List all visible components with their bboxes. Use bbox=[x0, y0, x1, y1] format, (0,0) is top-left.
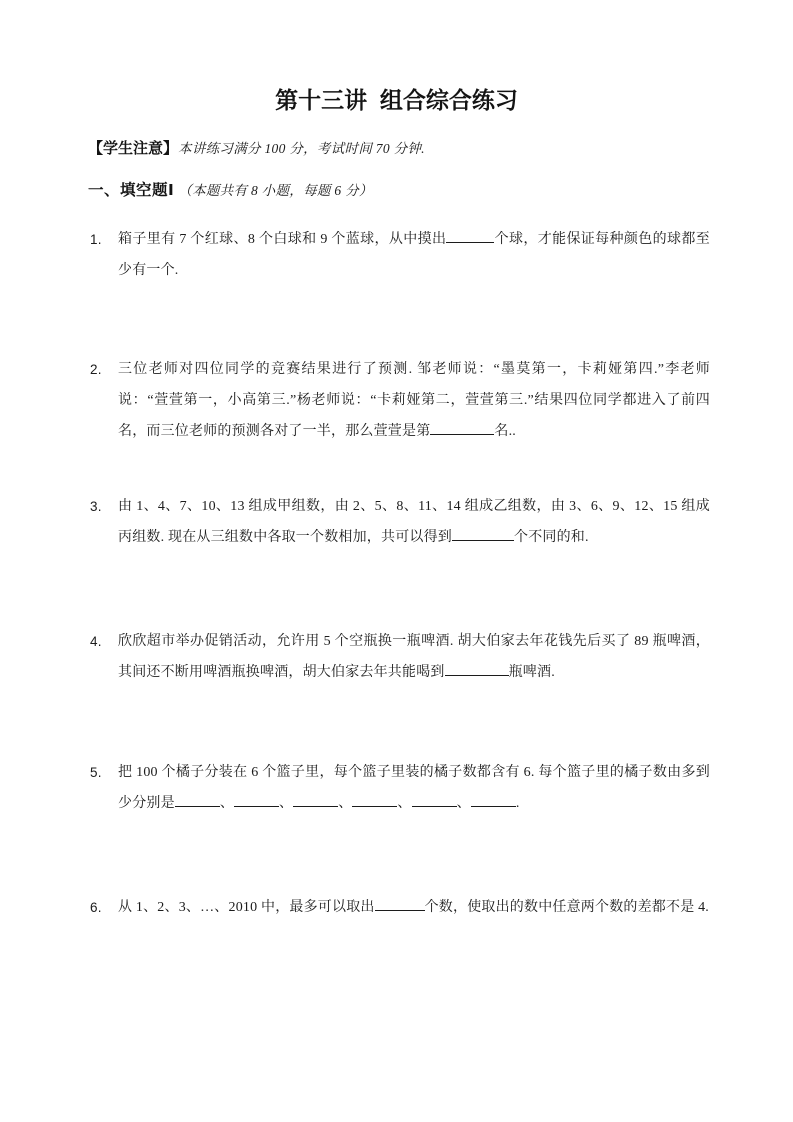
answer-blank bbox=[446, 229, 494, 243]
question-item bbox=[90, 757, 710, 819]
answer-blank bbox=[375, 897, 425, 911]
question-number: 2. bbox=[90, 362, 102, 377]
section-heading bbox=[88, 179, 715, 202]
question-number: 6. bbox=[90, 900, 102, 915]
question-number: 1. bbox=[90, 232, 102, 247]
question-text: 瓶啤酒. bbox=[508, 665, 555, 680]
question-text: 、 bbox=[279, 796, 294, 811]
question-text: 、 bbox=[456, 796, 471, 811]
question-text: 欣欣超市举办促销活动，允许用 5 个空瓶换一瓶啤酒. 胡大伯家去年花钱先后买了 89 瓶啤酒，其间还不断用啤酒瓶换啤酒，胡大伯家去年共能喝到 bbox=[118, 634, 710, 680]
notice-text: 本讲练习满分 100 分，考试时间 70 分钟. bbox=[178, 141, 425, 156]
question-text: 个球，才能保证每种颜色的球都至少有一个. bbox=[118, 232, 710, 278]
answer-blank bbox=[430, 421, 494, 435]
question-text: 个不同的和. bbox=[514, 530, 589, 545]
answer-blank bbox=[452, 527, 514, 541]
question-item bbox=[90, 491, 710, 553]
question-text: 从 1、2、3、…、2010 中，最多可以取出 bbox=[118, 900, 375, 915]
notice-label: 【学生注意】 bbox=[88, 140, 179, 157]
section-title: 一、填空题Ⅰ bbox=[88, 182, 175, 199]
question-item bbox=[90, 626, 710, 688]
question-text: 、 bbox=[338, 796, 353, 811]
answer-blank bbox=[175, 793, 220, 807]
student-notice bbox=[88, 138, 715, 160]
question-item bbox=[90, 892, 710, 923]
page-title: 第十三讲 组合综合练习 bbox=[275, 87, 518, 113]
question-number: 3. bbox=[90, 499, 102, 514]
question-item bbox=[90, 224, 710, 286]
answer-blank bbox=[293, 793, 338, 807]
question-text: 、 bbox=[219, 796, 235, 811]
answer-blank bbox=[234, 793, 279, 807]
question-text: 箱子里有 7 个红球、8 个白球和 9 个蓝球，从中摸出 bbox=[118, 232, 447, 247]
question-text: 名.. bbox=[494, 424, 517, 439]
answer-blank bbox=[445, 662, 509, 676]
question-text: 、 bbox=[397, 796, 412, 811]
question-text: 三位老师对四位同学的竞赛结果进行了预测. 邹老师说：“墨莫第一，卡莉娅第四.”李老师说：“萱萱第一，小高第三.”杨老师说：“卡莉娅第二，萱萱第三.”结果四位同学都进入了前四名，而三位老师的预测各对了一半，那么萱萱是第 bbox=[118, 362, 710, 439]
answer-blank bbox=[412, 793, 457, 807]
question-text: 由 1、4、7、10、13 组成甲组数，由 2、5、8、11、14 组成乙组数，由 3、6、9、12、15 组成丙组数. 现在从三组数中各取一个数相加，共可以得到 bbox=[118, 499, 710, 545]
question-text: . bbox=[515, 796, 520, 811]
question-text: 个数，使取出的数中任意两个数的差都不是 4. bbox=[424, 900, 710, 915]
answer-blank bbox=[352, 793, 397, 807]
question-text: 把 100 个橘子分装在 6 个篮子里，每个篮子里装的橘子数都含有 6. 每个篮子里的橘子数由多到少分别是 bbox=[118, 765, 710, 811]
question-number: 5. bbox=[90, 765, 102, 780]
section-note: （本题共有 8 小题，每题 6 分） bbox=[178, 183, 373, 198]
question-number: 4. bbox=[90, 634, 102, 649]
answer-blank bbox=[471, 793, 516, 807]
question-item bbox=[90, 354, 710, 447]
